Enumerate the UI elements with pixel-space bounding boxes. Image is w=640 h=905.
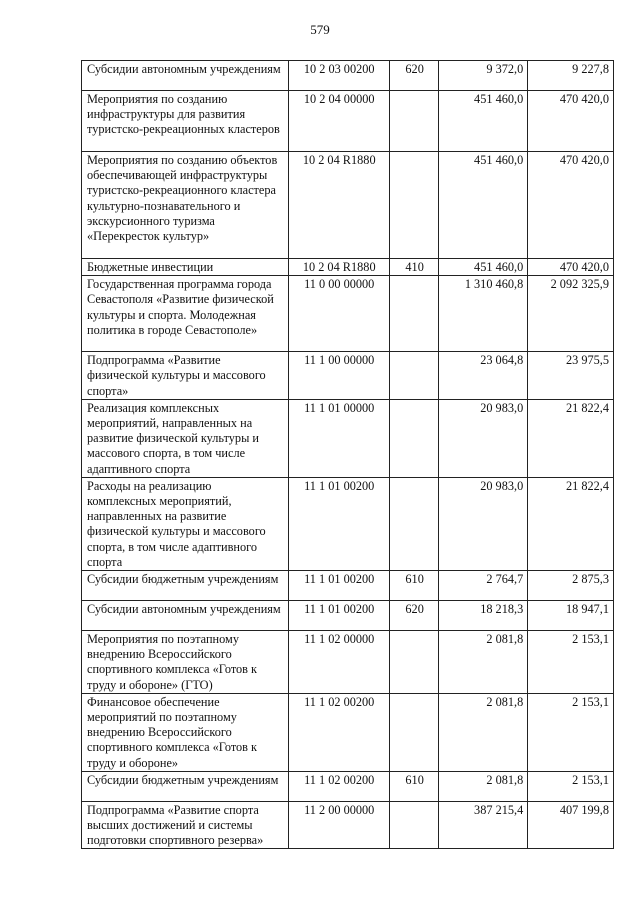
row-code-cell: 10 2 04 R1880 <box>288 259 389 276</box>
row-amount-2019-cell: 20 983,0 <box>439 399 528 477</box>
row-code-cell: 11 1 02 00200 <box>288 693 389 771</box>
row-amount-2019-cell: 18 218,3 <box>439 601 528 631</box>
table-row <box>82 259 614 276</box>
row-code-cell: 10 2 03 00200 <box>288 61 389 91</box>
row-name-cell: Субсидии бюджетным учреждениям <box>82 771 289 801</box>
row-amount-2019-cell: 451 460,0 <box>439 91 528 152</box>
table-row <box>82 477 614 570</box>
row-code-cell: 11 2 00 00000 <box>288 801 389 849</box>
row-kind-cell <box>389 399 439 477</box>
page-number: 579 <box>310 22 330 37</box>
row-name-cell: Реализация комплексных мероприятий, направленных на развитие физической культуры и массового спорта, в том числе адаптивного спорта <box>82 399 289 477</box>
row-amount-2019-cell: 2 081,8 <box>439 771 528 801</box>
row-kind-cell <box>389 801 439 849</box>
row-amount-2019-cell: 451 460,0 <box>439 259 528 276</box>
row-amount-2020-cell: 470 420,0 <box>528 259 614 276</box>
table-row <box>82 61 614 91</box>
row-amount-2019-cell: 2 764,7 <box>439 571 528 601</box>
row-name-cell: Подпрограмма «Развитие физической культуры и массового спорта» <box>82 352 289 400</box>
row-name-cell: Государственная программа города Севастополя «Развитие физической культуры и спорта. Молодежная политика в городе Севастополе» <box>82 276 289 352</box>
row-name-cell: Мероприятия по созданию инфраструктуры для развития туристско-рекреационных кластеров <box>82 91 289 152</box>
row-code-cell: 10 2 04 00000 <box>288 91 389 152</box>
table-row <box>82 91 614 152</box>
row-amount-2020-cell: 2 153,1 <box>528 771 614 801</box>
row-name-cell: Подпрограмма «Развитие спорта высших достижений и системы подготовки спортивного резерва» <box>82 801 289 849</box>
row-code-cell: 10 2 04 R1880 <box>288 152 389 259</box>
row-kind-cell: 610 <box>389 771 439 801</box>
row-kind-cell: 410 <box>389 259 439 276</box>
row-amount-2020-cell: 2 153,1 <box>528 693 614 771</box>
table-row <box>82 152 614 259</box>
table-row <box>82 571 614 601</box>
row-amount-2019-cell: 2 081,8 <box>439 631 528 694</box>
table-row <box>82 399 614 477</box>
row-amount-2020-cell: 2 875,3 <box>528 571 614 601</box>
row-name-cell: Расходы на реализацию комплексных мероприятий, направленных на развитие физической культуры и массового спорта, в том числе адаптивного спорта <box>82 477 289 570</box>
budget-table <box>81 60 614 849</box>
row-amount-2019-cell: 2 081,8 <box>439 693 528 771</box>
row-name-cell: Субсидии автономным учреждениям <box>82 61 289 91</box>
table-row <box>82 771 614 801</box>
row-kind-cell <box>389 693 439 771</box>
row-amount-2019-cell: 387 215,4 <box>439 801 528 849</box>
row-code-cell: 11 1 01 00000 <box>288 399 389 477</box>
row-kind-cell <box>389 477 439 570</box>
row-kind-cell <box>389 352 439 400</box>
row-amount-2019-cell: 1 310 460,8 <box>439 276 528 352</box>
row-name-cell: Мероприятия по поэтапному внедрению Всероссийского спортивного комплекса «Готов к труду и обороне» (ГТО) <box>82 631 289 694</box>
row-kind-cell: 620 <box>389 61 439 91</box>
row-kind-cell <box>389 631 439 694</box>
row-amount-2020-cell: 18 947,1 <box>528 601 614 631</box>
row-amount-2019-cell: 20 983,0 <box>439 477 528 570</box>
row-kind-cell <box>389 276 439 352</box>
row-amount-2020-cell: 21 822,4 <box>528 399 614 477</box>
row-code-cell: 11 1 02 00000 <box>288 631 389 694</box>
row-kind-cell <box>389 152 439 259</box>
row-code-cell: 11 0 00 00000 <box>288 276 389 352</box>
row-amount-2019-cell: 9 372,0 <box>439 61 528 91</box>
table-row <box>82 352 614 400</box>
table-row <box>82 631 614 694</box>
row-name-cell: Бюджетные инвестиции <box>82 259 289 276</box>
row-name-cell: Мероприятия по созданию объектов обеспечивающей инфраструктуры туристско-рекреационного кластера культурно-познавательного и экскурсионного туризма «Перекресток культур» <box>82 152 289 259</box>
table-row <box>82 693 614 771</box>
table-row <box>82 601 614 631</box>
row-code-cell: 11 1 01 00200 <box>288 601 389 631</box>
row-code-cell: 11 1 00 00000 <box>288 352 389 400</box>
row-amount-2020-cell: 470 420,0 <box>528 152 614 259</box>
row-amount-2020-cell: 9 227,8 <box>528 61 614 91</box>
row-amount-2020-cell: 2 092 325,9 <box>528 276 614 352</box>
row-name-cell: Финансовое обеспечение мероприятий по поэтапному внедрению Всероссийского спортивного комплекса «Готов к труду и обороне» <box>82 693 289 771</box>
row-amount-2019-cell: 451 460,0 <box>439 152 528 259</box>
row-code-cell: 11 1 02 00200 <box>288 771 389 801</box>
row-name-cell: Субсидии бюджетным учреждениям <box>82 571 289 601</box>
table-row <box>82 276 614 352</box>
row-code-cell: 11 1 01 00200 <box>288 571 389 601</box>
row-amount-2019-cell: 23 064,8 <box>439 352 528 400</box>
row-kind-cell: 620 <box>389 601 439 631</box>
row-kind-cell <box>389 91 439 152</box>
row-name-cell: Субсидии автономным учреждениям <box>82 601 289 631</box>
row-amount-2020-cell: 407 199,8 <box>528 801 614 849</box>
table-row <box>82 801 614 849</box>
row-amount-2020-cell: 2 153,1 <box>528 631 614 694</box>
row-kind-cell: 610 <box>389 571 439 601</box>
row-amount-2020-cell: 470 420,0 <box>528 91 614 152</box>
row-amount-2020-cell: 21 822,4 <box>528 477 614 570</box>
row-code-cell: 11 1 01 00200 <box>288 477 389 570</box>
row-amount-2020-cell: 23 975,5 <box>528 352 614 400</box>
